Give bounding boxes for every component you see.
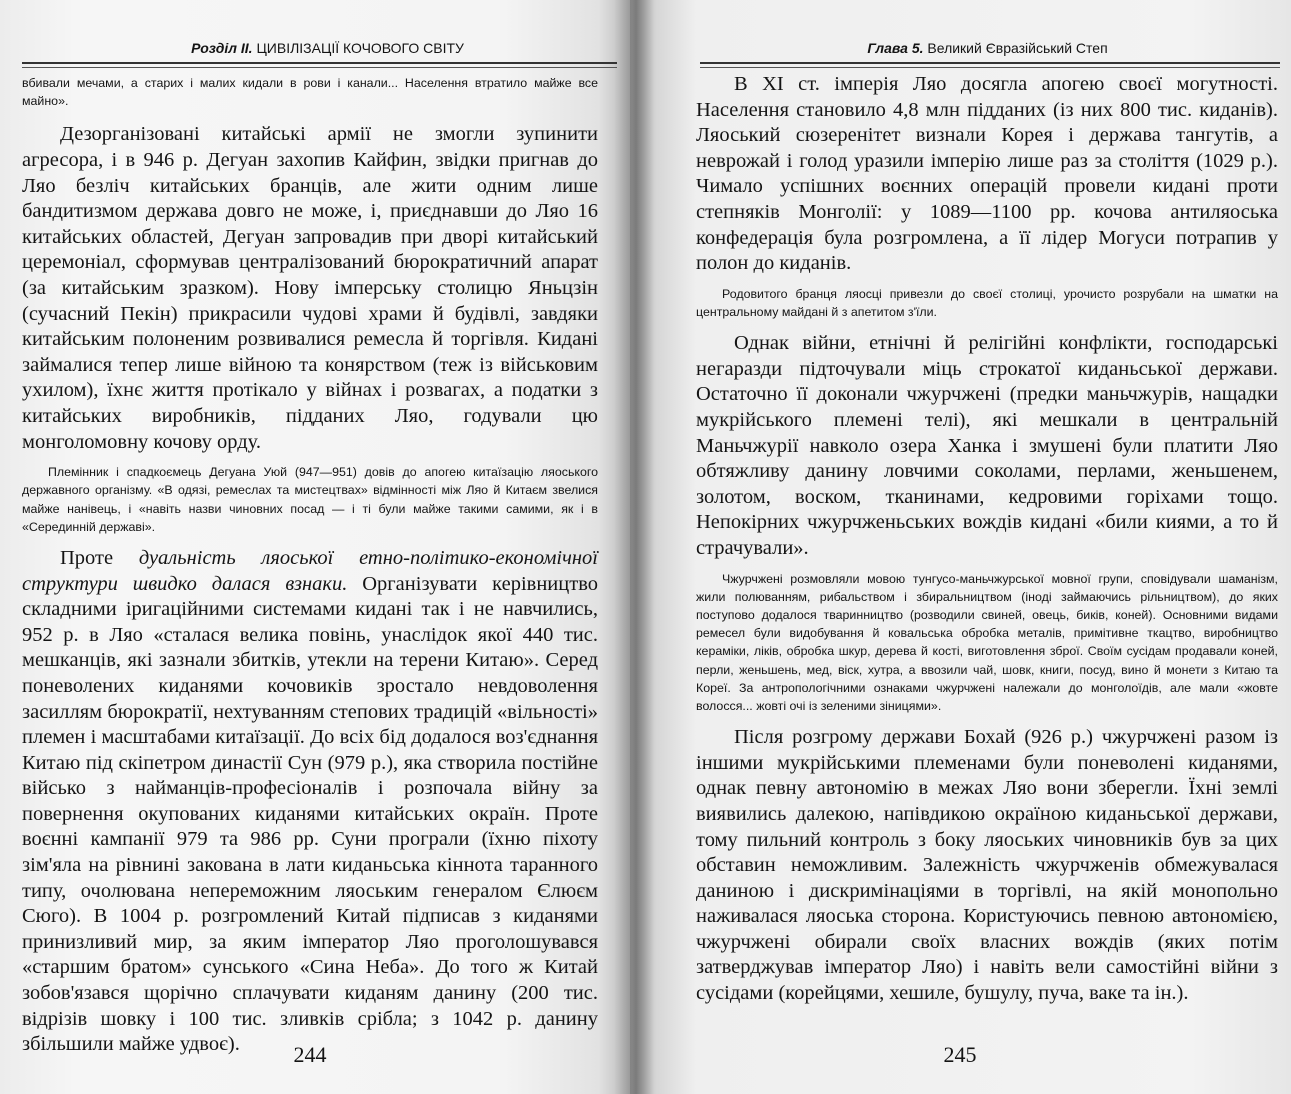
left-header-part: Розділ II.: [191, 40, 253, 56]
left-header-rule: [22, 62, 617, 68]
right-text-block: [696, 72, 1278, 1007]
left-paragraph-2: [22, 546, 598, 1058]
left-header-title: ЦИВІЛІЗАЦІЇ КОЧОВОГО СВІТУ: [256, 40, 464, 56]
left-paragraph-2-lead: Проте: [60, 546, 139, 569]
left-page-number: 244: [293, 1042, 327, 1067]
right-small-note-1: Родовитого бранця ляосці привезли до своєї столиці, урочисто розрубали на шматки на центральному майдані й з апетитом з'їли.: [696, 286, 1278, 319]
left-small-note: Племінник і спадкоємець Дегуана Уюй (947—951) довів до апогею китаїзацію ляоського державного організму. «В одязі, ремеслах та мистецтвах» відмінності між Ляо й Китаєм звелися майже нанівець, і «навіть назви чиновних посад — і ті були майже такими самими, як і в «Серединній державі».: [22, 465, 598, 534]
left-paragraph-2-italic: дуальність ляоської етно-політико-економічної структури швидко далася взнаки.: [22, 546, 598, 595]
right-page-number: 245: [943, 1042, 977, 1067]
left-top-quote: вбивали мечами, а старих і малих кидали в рови і канали... Населення втратило майже все майно».: [22, 76, 598, 109]
right-paragraph-2: Однак війни, етнічні й релігійні конфлікти, господарські негаразди підточували міць строкатої киданьської держави. Остаточно її доконали чжурчжені (предки маньчжурів, нащадки мукрійського племені телі), які мешкали в центральній Маньчжурії навколо озера Ханка і змушені були платити Ляо обтяжливу данину ловчими соколами, перлами, женьшенем, золотом, воском, тканинами, кедровими горіхами тощо. Непокірних чжурчженьських вождів кидані «били киями, а то й страчували».: [696, 332, 1278, 559]
right-paragraph-1: В XI ст. імперія Ляо досягла апогею своєї могутності. Населення становило 4,8 млн підданих (із них 800 тис. киданів). Ляоський сюзеренітет визнали Корея і держава тангутів, а неврожай і голод уразили імперію лише раз за століття (1029 р.). Чимало успішних воєнних операцій провели кидані проти степняків Монголії: у 1089—1100 рр. кочова антиляоська конфедерація була розгромлена, а її лідер Могуси потрапив у полон до киданів.: [696, 73, 1278, 275]
right-paragraph-3: Після розгрому держави Бохай (926 р.) чжурчжені разом із іншими мукрійськими племенами були поневолені киданями, однак певну автономію в межах Ляо вони зберегли. Їхні землі виявились далекою, напівдикою окраїною киданьської держави, тому пильний контроль з боку ляоських чиновників був за цих обставин неможливим. Залежність чжурчженів обмежувалася даниною і дискримінаціями в торгівлі, на якій монопольно наживалася ляоська сторона. Користуючись певною автономією, чжурчжені обирали своїх власних вождів (яких потім затверджував імператор Ляо) і навіть вели самостійні війни з сусідами (корейцями, хешиле, бушулу, пуча, ваке та ін.).: [696, 726, 1278, 1005]
left-text-block: [22, 72, 598, 1058]
left-page: [0, 0, 630, 1094]
right-header-part: Глава 5.: [867, 40, 924, 56]
right-small-note-2: Чжурчжені розмовляли мовою тунгусо-маньчжурської мовної групи, сповідували шаманізм, жили полюванням, рибальством і збиральництвом (іноді займаючись рільництвом), до яких поступово додалося тваринництво (розводили свиней, овець, биків, коней). Основними видами ремесел були видобування й ковальська обробка металів, примітивне ткацтво, виробництво кераміки, ліків, обробка шкур, дерева й кості, виготовлення зброї. Своїм сусідам продавали коней, перли, женьшень, мед, віск, хутра, а ввозили чай, шовк, книги, посуд, вино й монети з Китаю та Кореї. За антропологічними ознаками чжурчжені належали до монголоїдів, але мали «жовте волосся... жовті очі із зеленими зіницями».: [696, 571, 1278, 713]
right-running-head: [700, 40, 1275, 60]
left-paragraph-1: Дезорганізовані китайські армії не змогли зупинити агресора, і в 946 р. Дегуан захопив Кайфин, звідки пригнав до Ляо безліч китайських бранців, але жити одним лише бандитизмом держава довго не може, і, приєднавши до Ляо 16 китайських областей, Дегуан запровадив при дворі китайський церемоніал, сформував централізований бюрократичний апарат (за китайським зразком). Нову імперську столицю Яньцзін (сучасний Пекін) прикрасили чудові храми й будівлі, завдяки китайським полоненим розвивалися ремесла й торгівля. Кидані займалися тепер лише війною та конярством (теж із військовим ухилом), їхнє життя протікало у війнах і розвагах, а податки з китайських виробників, підданих Ляо, годували цю монголомовну кочову орду.: [22, 123, 598, 453]
right-header-rule: [700, 62, 1280, 68]
right-header-title: Великий Євразійський Степ: [927, 40, 1108, 56]
left-paragraph-2-rest: Організувати керівництво складними іригаційними системами кидані так і не навчились, 952 р. в Ляо «сталася велика повінь, унаслідок якої 440 тис. мешканців, які зазнали збитків, утекли на терени Китаю». Серед поневолених киданями кочовиків зростало невдоволення засиллям бюрократії, нехтуванням степових традицій «вільності» племен і масштабами китаїзації. До всіх бід додалося воз'єднання Китаю під скіпетром династії Сун (979 р.), яка створила постійне військо з найманців-професіоналів і розпочала війну за повернення окупованих киданями китайських окраїн. Проте воєнні кампанії 979 та 986 рр. Суни програли (їхню піхоту зім'яла на рівнині закована в лати киданьська кіннота таранного типу, очолювана непереможним ляоським генералом Єлюєм Сюго). В 1004 р. розгромлений Китай підписав з киданями принизливий мир, за яким імператор Ляо проголошувався «старшим братом» сунського «Сина Неба». До того ж Китай зобов'язався щорічно сплачувати киданям данину (200 тис. відрізів шовку і 100 тис. зливків срібла; з 1042 р. данину збільшили майже удвоє).: [22, 572, 598, 1056]
right-page: [630, 0, 1291, 1094]
left-running-head: [40, 40, 615, 60]
